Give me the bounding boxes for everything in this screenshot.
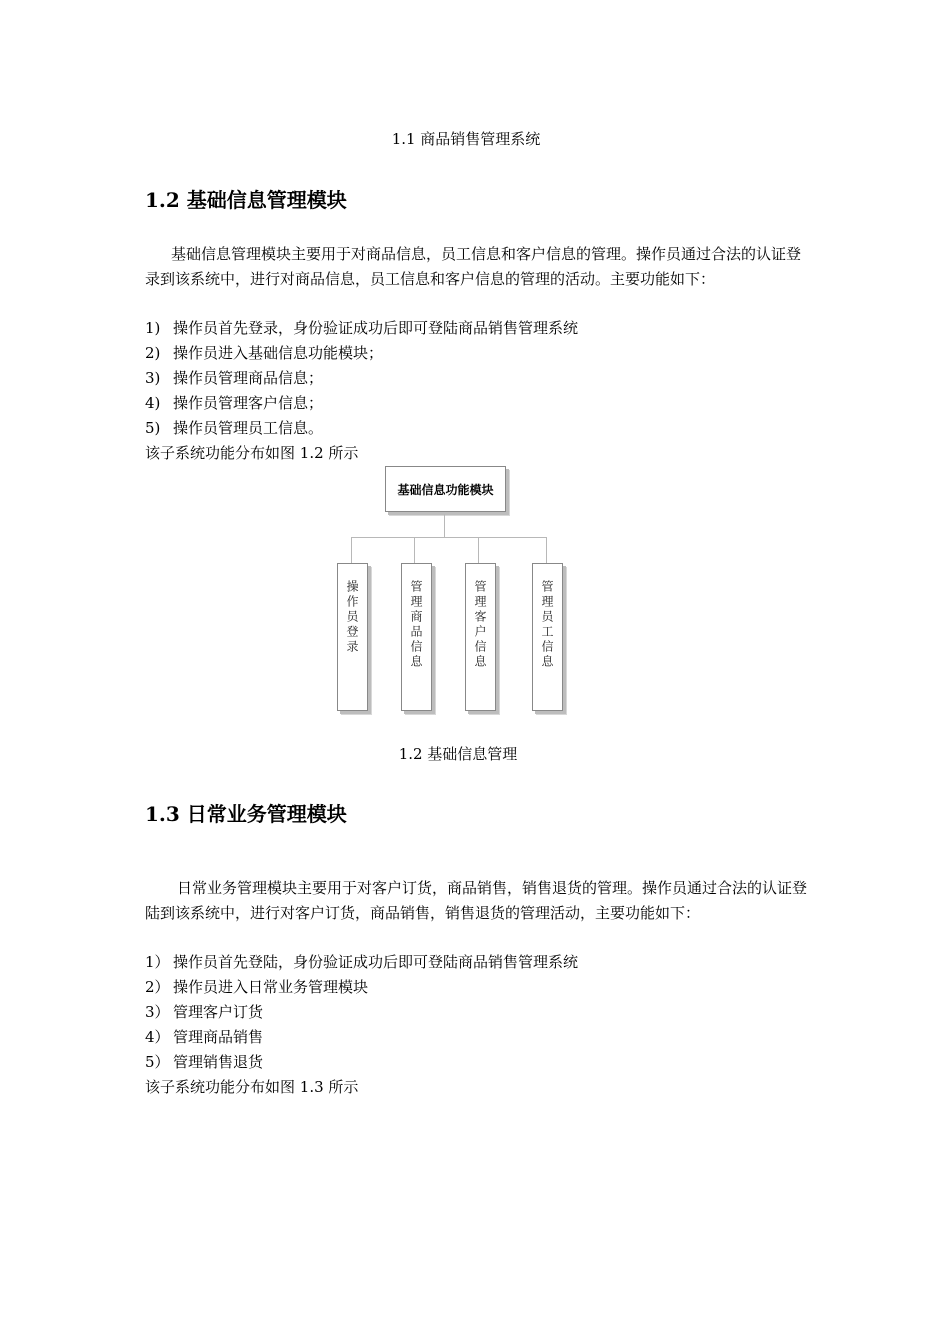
list-item xyxy=(145,343,383,363)
section-1-2-heading: 1.2 基础信息管理模块 xyxy=(145,188,347,212)
list-item-text: 操作员进入日常业务管理模块 xyxy=(173,978,369,996)
figure-caption: 1.2 基础信息管理 xyxy=(398,745,518,763)
figure-reference: 该子系统功能分布如图 1.3 所示 xyxy=(145,1078,359,1096)
diagram-child-box xyxy=(465,563,496,711)
list-item-text: 操作员管理客户信息； xyxy=(173,394,324,412)
list-item-number: 5） xyxy=(145,1053,170,1071)
connector-line xyxy=(546,537,547,563)
top-caption: 1.1 商品销售管理系统 xyxy=(391,130,541,148)
list-item-text: 操作员管理员工信息。 xyxy=(173,419,324,437)
list-item-number: 3) xyxy=(145,369,161,387)
connector-line xyxy=(351,537,352,563)
diagram-child-label: 管理商品信息 xyxy=(409,580,423,670)
list-item-text: 操作员管理商品信息； xyxy=(173,369,324,387)
list-item-text: 管理客户订货 xyxy=(173,1003,264,1021)
list-item xyxy=(145,952,578,972)
list-item xyxy=(145,368,323,388)
list-item-number: 3） xyxy=(145,1003,170,1021)
diagram-child-label: 操作员登录 xyxy=(345,580,359,655)
list-item xyxy=(145,393,323,413)
list-item-text: 操作员首先登陆，身份验证成功后即可登陆商品销售管理系统 xyxy=(173,953,579,971)
list-item-number: 4） xyxy=(145,1028,170,1046)
diagram-child-label: 管理客户信息 xyxy=(473,580,487,670)
diagram-child-box xyxy=(532,563,563,711)
diagram-child-label: 管理员工信息 xyxy=(540,580,554,670)
section-1-3-heading: 1.3 日常业务管理模块 xyxy=(145,802,347,826)
list-item-number: 1） xyxy=(145,953,170,971)
list-item-number: 1) xyxy=(145,319,161,337)
list-item-text: 管理商品销售 xyxy=(173,1028,264,1046)
connector-line xyxy=(478,537,479,563)
list-item xyxy=(145,1052,263,1072)
diagram-child-box xyxy=(337,563,368,711)
diagram-root-label: 基础信息功能模块 xyxy=(397,482,494,497)
list-item-text: 操作员首先登录，身份验证成功后即可登陆商品销售管理系统 xyxy=(173,319,579,337)
list-item-text: 操作员进入基础信息功能模块； xyxy=(173,344,384,362)
list-item-number: 2) xyxy=(145,344,161,362)
list-item-number: 5) xyxy=(145,419,161,437)
diagram-child-box xyxy=(401,563,432,711)
list-item-text: 管理销售退货 xyxy=(173,1053,264,1071)
figure-reference: 该子系统功能分布如图 1.2 所示 xyxy=(145,444,359,462)
list-item xyxy=(145,1027,263,1047)
list-item xyxy=(145,318,578,338)
list-item-number: 2） xyxy=(145,978,170,996)
connector-line xyxy=(351,537,547,538)
list-item xyxy=(145,977,368,997)
list-item-number: 4) xyxy=(145,394,161,412)
diagram-root-box xyxy=(385,466,506,512)
list-item xyxy=(145,1002,263,1022)
section-1-3-paragraph: 日常业务管理模块主要用于对客户订货，商品销售，销售退货的管理。操作员通过合法的认证登陆到该系统中，进行对客户订货，商品销售，销售退货的管理活动，主要功能如下： xyxy=(145,879,808,922)
connector-line xyxy=(414,537,415,563)
section-1-2-paragraph: 基础信息管理模块主要用于对商品信息，员工信息和客户信息的管理。操作员通过合法的认证登录到该系统中，进行对商品信息，员工信息和客户信息的管理的活动。主要功能如下： xyxy=(145,245,802,288)
connector-line xyxy=(444,514,445,537)
list-item xyxy=(145,418,323,438)
